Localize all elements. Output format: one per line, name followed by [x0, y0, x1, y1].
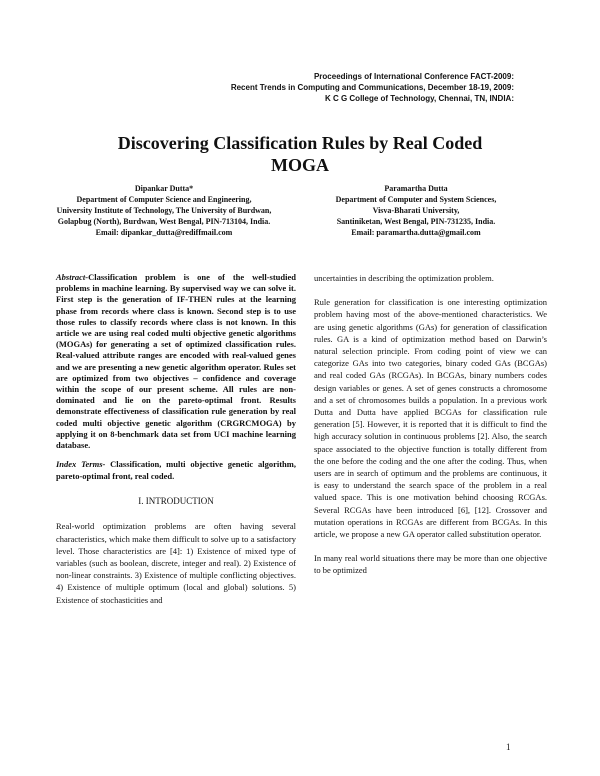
conference-header	[174, 71, 514, 104]
intro-paragraph-2: Rule generation for classification is one interesting optimization problem having most of the above-mentioned characteristics. We are using genetic algorithms (GAs) for generation of classification rules. GA is a kind of optimization method based on Darwin’s natural selection principle. From coding point of view we can categorize GAs into two categories, binary coded GAs (BCGAs) and real coded GAs (RCGAs). In BCGAs, binary numbers codes design variables or genes. A set of genes constructs a chromosome and a set of chromosomes builds a population. In a previous work Dutta and Dutta have applied BCGAs for classification rule generation [5]. However, it is reported that it is difficult to find the high accuracy solution in continuous problems [2]. Also, the search space associated to the objective function is totally different from the one before the coding and the one after the coding. Thus, when users are in search of optimum and the problems are continuous, it is easy to understand the search space of the problem in a real valued space. This is one motivation behind choosing RCGAs. Several RCGAs have been introduced [6], [12]. Crossover and mutation operations in RCGAs are different from BCGAs. In this article, we propose a new GA operator called substitution operator.	[314, 297, 547, 540]
conference-line-3: K C G College of Technology, Chennai, TN, INDIA:	[324, 94, 514, 103]
author-email[interactable]: Email: paramartha.dutta@gmail.com	[351, 228, 481, 237]
abstract	[56, 272, 296, 451]
author-institution: Visva-Bharati University,	[372, 206, 460, 215]
author-name: Dipankar Dutta*	[134, 184, 194, 193]
index-terms-text: Classification, multi objective genetic algorithm, pareto-optimal front, real coded.	[56, 459, 296, 481]
conference-line-1: Proceedings of International Conference FACT-2009:	[313, 72, 514, 81]
author-address: Santiniketan, West Bengal, PIN-731235, India.	[336, 217, 496, 226]
author-name: Paramartha Dutta	[384, 184, 448, 193]
left-column	[56, 272, 296, 606]
abstract-text: Classification problem is one of the well-studied problems in machine learning. By supervised way we can solve it. First step is the generation of IF-THEN rules at the learning phase from records where class is known. Second step is to use those rules to classify records where class is not known. In this article we are using real coded multi objective genetic algorithms (MOGAs) for generating a set of optimized classification rules. Real-valued attribute ranges are encoded with real-valued genes and we are presenting a new genetic algorithm operator. Rules set are optimized from two objectives – confidence and coverage within the scope of our present scheme. All rules are non-dominated and lie on the pareto-optimal front. Results demonstrate effectiveness of classification rule generation by real coded multi objective genetic algorithm (CRGRCMOGA) by applying it on 8-benchmark data set from UCI machine learning database.	[56, 272, 296, 451]
intro-paragraph-1-continued: uncertainties in describing the optimization problem.	[314, 273, 494, 283]
index-terms-label: Index Terms-	[56, 459, 106, 470]
index-terms	[56, 459, 296, 482]
paper-title	[0, 132, 600, 176]
title-line-1: Discovering Classification Rules by Real Coded	[117, 133, 483, 153]
page-number: 1	[506, 742, 511, 752]
right-column	[314, 272, 547, 577]
abstract-label: Abstract-	[56, 272, 89, 282]
conference-line-2: Recent Trends in Computing and Communications, December 18-19, 2009:	[230, 83, 514, 92]
author-block-1	[40, 183, 288, 238]
title-line-2: MOGA	[271, 155, 329, 175]
author-institution: University Institute of Technology, The University of Burdwan, Golapbug (North), Burdwan, West Bengal, PIN-713104, India.	[56, 206, 272, 226]
author-department: Department of Computer Science and Engineering,	[76, 195, 252, 204]
section-heading: I. INTRODUCTION	[138, 496, 214, 507]
intro-paragraph-1: Real-world optimization problems are often having several characteristics, which make them difficult to solve up to a satisfactory level. Those characteristics are [4]: 1) Existence of mixed type of variables (such as boolean, discrete, integer and real). 2) Existence of non-linear constraints. 3) Existence of multiple conflicting objectives. 4) Existence of multiple optimum (local and global) solutions. 5) Existence of stochasticities and	[56, 521, 296, 605]
intro-paragraph-3: In many real world situations there may be more than one objective to be optimized	[314, 553, 547, 576]
author-email[interactable]: Email: dipankar_dutta@rediffmail.com	[95, 228, 233, 237]
author-department: Department of Computer and System Sciences,	[335, 195, 497, 204]
author-block-2	[316, 183, 516, 238]
